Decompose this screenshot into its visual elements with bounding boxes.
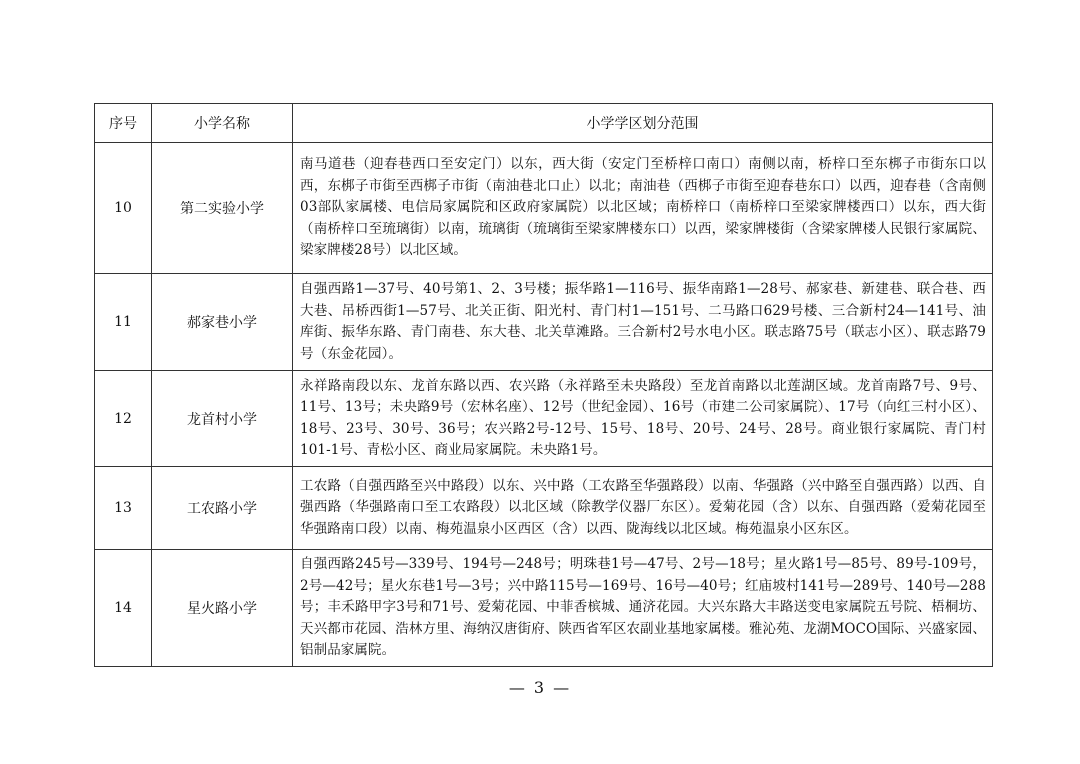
row-school-name: 龙首村小学: [152, 371, 293, 467]
row-num: 14: [95, 550, 152, 667]
row-district-range: 自强西路1—37号、40号第1、2、3号楼；振华路1—116号、振华南路1—28号、郝家巷、新建巷、联合巷、西大巷、吊桥西街1—57号、北关正街、阳光村、青门村1—151号、二马路口629号楼、三合新村24—141号、油库街、振华东路、青门南巷、东大巷、北关草滩路。三合新村2号水电小区。联志路75号（联志小区）、联志路79号（东金花园）。: [293, 274, 993, 371]
school-district-table: [94, 103, 993, 667]
row-school-name: 星火路小学: [152, 550, 293, 667]
row-district-range: 南马道巷（迎春巷西口至安定门）以东，西大街（安定门至桥梓口南口）南侧以南，桥梓口至东梆子市街东口以西，东梆子市街至西梆子市街（南油巷北口止）以北；南油巷（西梆子市街至迎春巷东口）以西，迎春巷（含南侧03部队家属楼、电信局家属院和区政府家属院）以北区域；南桥梓口（南桥梓口至梁家牌楼西口）以东，西大街（南桥梓口至琉璃街）以南，琉璃街（琉璃街至梁家牌楼东口）以西，梁家牌楼街（含梁家牌楼人民银行家属院、梁家牌楼28号）以北区域。: [293, 143, 993, 274]
header-num: 序号: [95, 104, 152, 143]
table-row: [95, 274, 993, 371]
table-row: [95, 550, 993, 667]
header-name: 小学名称: [152, 104, 293, 143]
table-row: [95, 143, 993, 274]
table-row: [95, 371, 993, 467]
row-district-range: 工农路（自强西路至兴中路段）以东、兴中路（工农路至华强路段）以南、华强路（兴中路至自强西路）以西、自强西路（华强路南口至工农路段）以北区域（除教学仪器厂东区）。爱菊花园（含）以东、自强西路（爱菊花园至华强路南口段）以南、梅苑温泉小区西区（含）以西、陇海线以北区域。梅苑温泉小区东区。: [293, 467, 993, 550]
row-district-range: 永祥路南段以东、龙首东路以西、农兴路（永祥路至未央路段）至龙首南路以北莲湖区域。龙首南路7号、9号、11号、13号；未央路9号（宏林名座）、12号（世纪金园）、16号（市建二公司家属院）、17号（向红三村小区）、18号、23号、30号、36号；农兴路2号-12号、15号、18号、20号、24号、28号。商业银行家属院、青门村101-1号、青松小区、商业局家属院。未央路1号。: [293, 371, 993, 467]
table-header-row: [95, 104, 993, 143]
table-row: [95, 467, 993, 550]
row-num: 12: [95, 371, 152, 467]
school-district-table-container: [94, 103, 992, 667]
row-school-name: 郝家巷小学: [152, 274, 293, 371]
page-number: — 3 —: [508, 678, 572, 697]
row-num: 11: [95, 274, 152, 371]
row-school-name: 第二实验小学: [152, 143, 293, 274]
header-range: 小学学区划分范围: [293, 104, 993, 143]
row-num: 13: [95, 467, 152, 550]
row-num: 10: [95, 143, 152, 274]
row-district-range: 自强西路245号—339号、194号—248号；明珠巷1号—47号、2号—18号；星火路1号—85号、89号-109号，2号—42号；星火东巷1号—3号；兴中路115号—169号、16号—40号；红庙坡村141号—289号、140号—288号；丰禾路甲字3号和71号、爱菊花园、中菲香槟城、通济花园。大兴东路大丰路送变电家属院五号院、梧桐坊、天兴都市花园、浩林方里、海纳汉唐街府、陕西省军区农副业基地家属楼。雅沁苑、龙湖MOCO国际、兴盛家园、铝制品家属院。: [293, 550, 993, 667]
row-school-name: 工农路小学: [152, 467, 293, 550]
